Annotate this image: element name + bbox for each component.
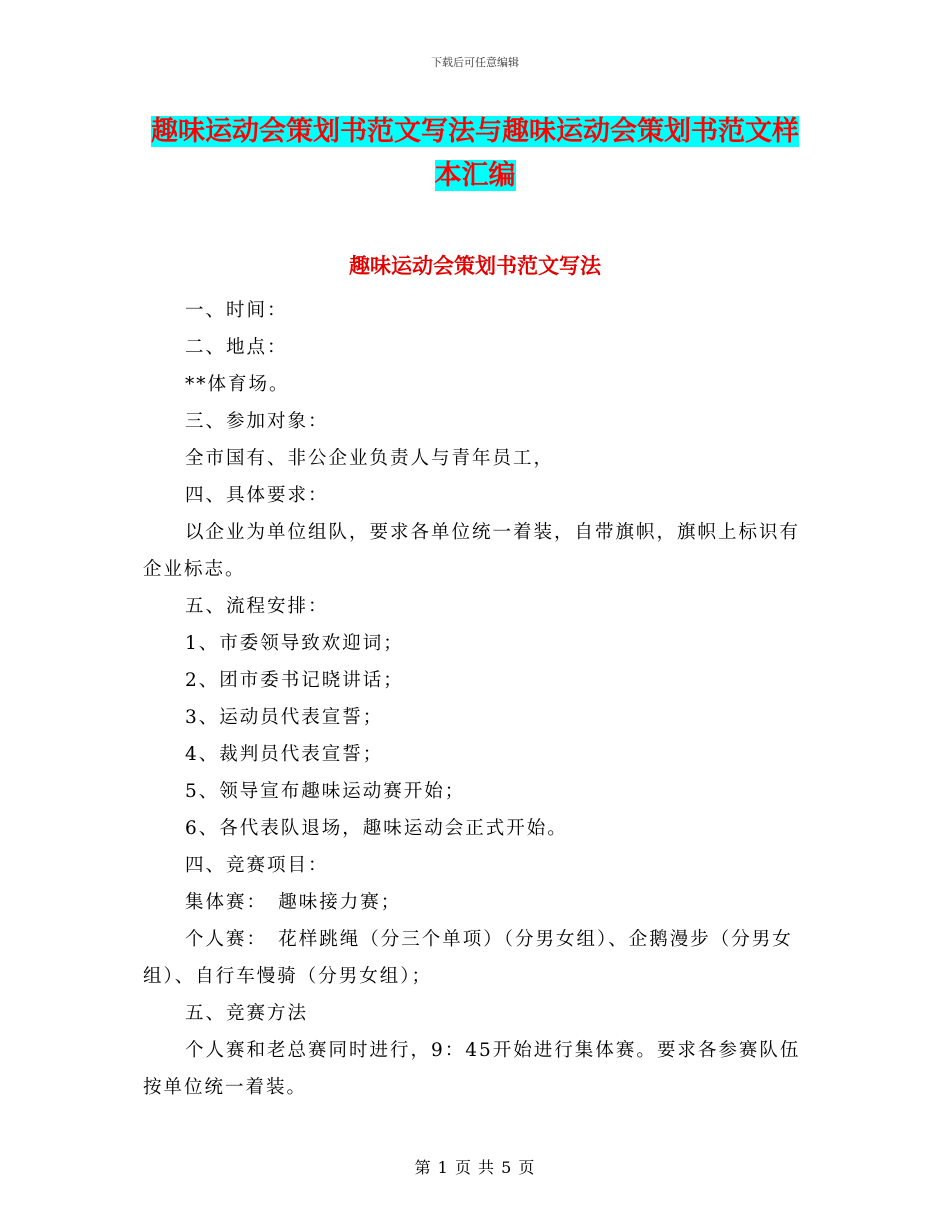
paragraph: 以企业为单位组队，要求各单位统一着装，自带旗帜，旗帜上标识有企业标志。 [143,522,801,580]
paragraph: 个人赛和老总赛同时进行，9：45开始进行集体赛。要求各参赛队伍按单位统一着装。 [143,1040,801,1098]
paragraph: 五、流程安排： [185,596,329,617]
paragraph: 个人赛： 花样跳绳（分三个单项）（分男女组）、企鹅漫步（分男女组）、自行车慢骑（分男女组）； [143,929,793,987]
paragraph: 1、市委领导致欢迎词； [185,633,404,654]
paragraph: 5、领导宣布趣味运动赛开始； [185,781,466,802]
paragraph: 2、团市委书记晓讲话； [185,670,404,691]
section-title: 趣味运动会策划书范文写法 [349,254,601,278]
document-title [140,110,810,198]
paragraph: 五、竞赛方法 [185,1003,309,1024]
paragraph: 4、裁判员代表宣誓； [185,744,384,765]
page-footer: 第 1 页 共 5 页 [414,1158,536,1177]
paragraph: 二、地点： [185,337,288,358]
paragraph: 三、参加对象： [185,411,329,432]
paragraph: 四、竞赛项目： [185,855,329,876]
paragraph: 集体赛： 趣味接力赛； [185,892,402,913]
page-header-note: 下载后可任意编辑 [431,56,519,69]
paragraph: 3、运动员代表宣誓； [185,707,384,728]
paragraph: 一、时间： [185,300,288,321]
document-title-text: 趣味运动会策划书范文写法与趣味运动会策划书范文样本汇编 [151,116,799,191]
paragraph: **体育场。 [185,374,290,395]
paragraph: 全市国有、非公企业负责人与青年员工， [185,448,555,469]
paragraph: 四、具体要求： [185,485,329,506]
document-body [143,292,808,1106]
paragraph: 6、各代表队退场，趣味运动会正式开始。 [185,818,568,839]
